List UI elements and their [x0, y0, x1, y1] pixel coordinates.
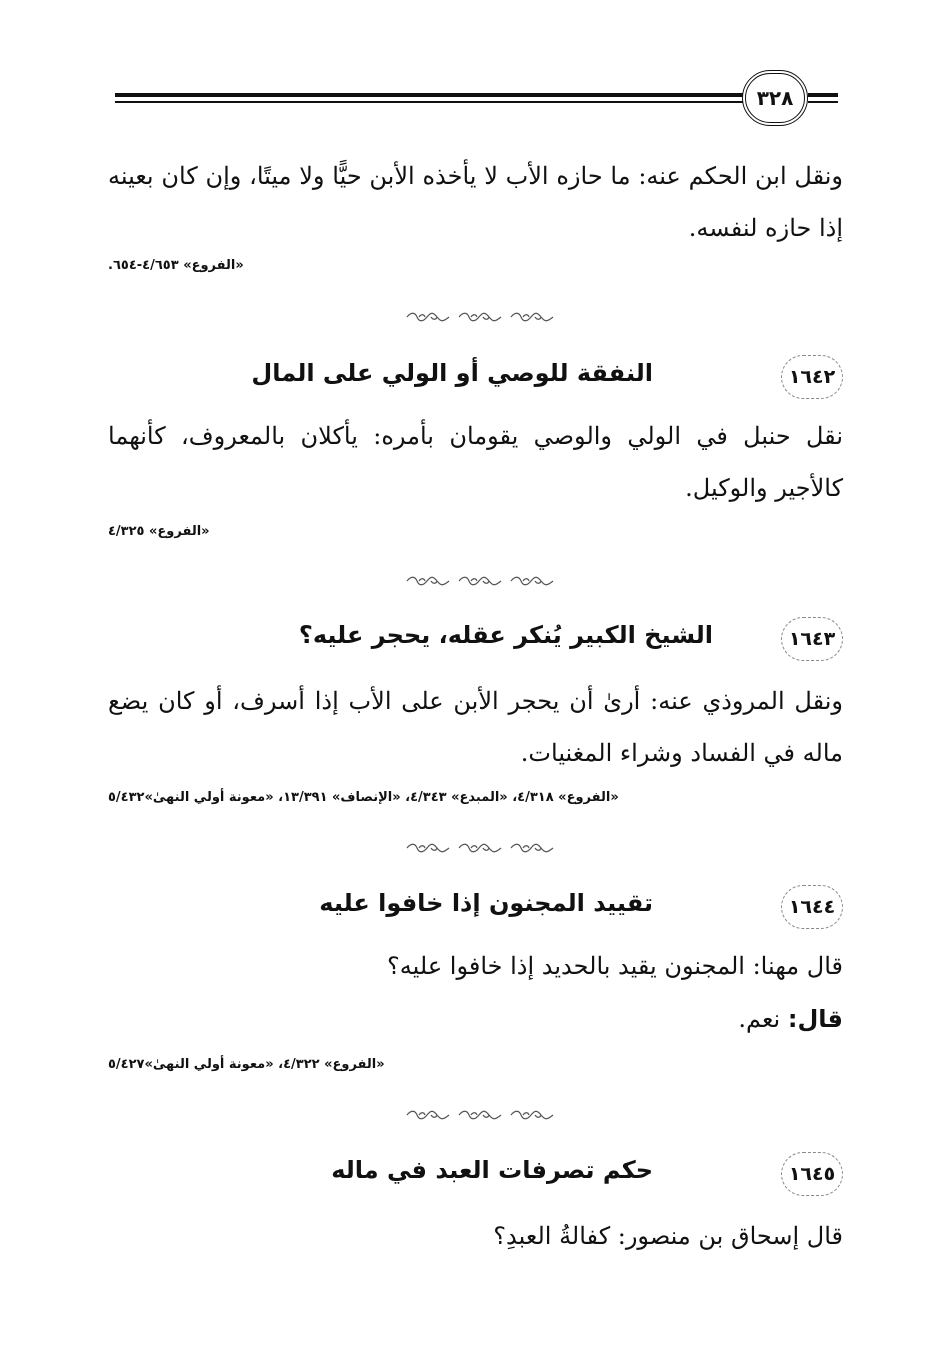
entry-1643-text: ونقل المروذي عنه: أرىٰ أن يحجر الأبن على الأب إذا أسرف، أو كان يضع ماله في الفساد وشراء المغنيات. [108, 687, 843, 767]
intro-reference-text: «الفروع» ٤/٦٥٣-٦٥٤. [108, 258, 244, 273]
entry-1642-text: نقل حنبل في الولي والوصي يقومان بأمره: يأكلان بالمعروف، كأنهما كالأجير والوكيل. [108, 422, 843, 502]
intro-paragraph: ونقل ابن الحكم عنه: ما حازه الأب لا يأخذه الأبن حيًّا ولا ميتًا، وإن كان بعينه إذا حازه لنفسه. [108, 162, 843, 242]
floral-divider-icon [405, 311, 451, 323]
entry-1643-heading [108, 617, 843, 667]
entry-1643-reference-text: «الفروع» ٤/٣١٨، «المبدع» ٤/٣٤٣، «الإنصاف» ١٣/٣٩١، «معونة أولي النهىٰ»٥/٤٣٢ [108, 790, 619, 805]
floral-divider-icon [405, 1109, 451, 1121]
floral-divider-icon [405, 842, 451, 854]
floral-divider-icon [509, 575, 555, 587]
header-rule-thick [115, 93, 747, 97]
entry-1644-text: قال مهنا: المجنون يقيد بالحديد إذا خافوا عليه؟ [387, 952, 843, 980]
floral-divider-icon [509, 842, 555, 854]
entry-title: تقييد المجنون إذا خافوا عليه [319, 889, 653, 917]
floral-divider-icon [457, 1109, 503, 1121]
entry-1644-answer [108, 993, 843, 1045]
entry-1645-text: قال إسحاق بن منصور: كفالةُ العبدِ؟ [493, 1222, 843, 1250]
entry-1642-reference-text: «الفروع» ٤/٣٢٥ [108, 524, 210, 539]
divider-ornament-3 [405, 841, 555, 855]
answer-lead: قال: [787, 1005, 843, 1033]
divider-ornament-1 [405, 310, 555, 324]
entry-1644-heading [108, 885, 843, 935]
answer-text: نعم. [738, 1005, 788, 1033]
entry-1644-reference-text: «الفروع» ٤/٣٢٢، «معونة أولي النهىٰ»٥/٤٢٧ [108, 1057, 385, 1072]
divider-ornament-4 [405, 1108, 555, 1122]
entry-1643-reference [108, 790, 843, 805]
entry-number-badge: ١٦٤٤ [781, 885, 843, 929]
floral-divider-icon [457, 842, 503, 854]
floral-divider-icon [405, 575, 451, 587]
entry-number-badge: ١٦٤٣ [781, 617, 843, 661]
page-number-badge: ٣٢٨ [742, 70, 808, 126]
entry-number-badge: ١٦٤٢ [781, 355, 843, 399]
floral-divider-icon [509, 1109, 555, 1121]
entry-title: الشيخ الكبير يُنكر عقله، يحجر عليه؟ [298, 621, 713, 649]
intro-reference [108, 258, 843, 273]
entry-number-badge: ١٦٤٥ [781, 1152, 843, 1196]
entry-1642-heading [108, 355, 843, 405]
entry-title: النفقة للوصي أو الولي على المال [251, 359, 653, 387]
entry-1645-heading [108, 1152, 843, 1202]
entry-1644-reference [108, 1057, 843, 1072]
floral-divider-icon [457, 311, 503, 323]
floral-divider-icon [509, 311, 555, 323]
entry-1642-reference [108, 524, 843, 539]
header-rule-stub-thick [808, 93, 838, 97]
divider-ornament-2 [405, 574, 555, 588]
header-rule-stub-thin [808, 101, 838, 103]
entry-title: حكم تصرفات العبد في ماله [331, 1156, 653, 1184]
header-rule-thin [115, 101, 747, 103]
floral-divider-icon [457, 575, 503, 587]
